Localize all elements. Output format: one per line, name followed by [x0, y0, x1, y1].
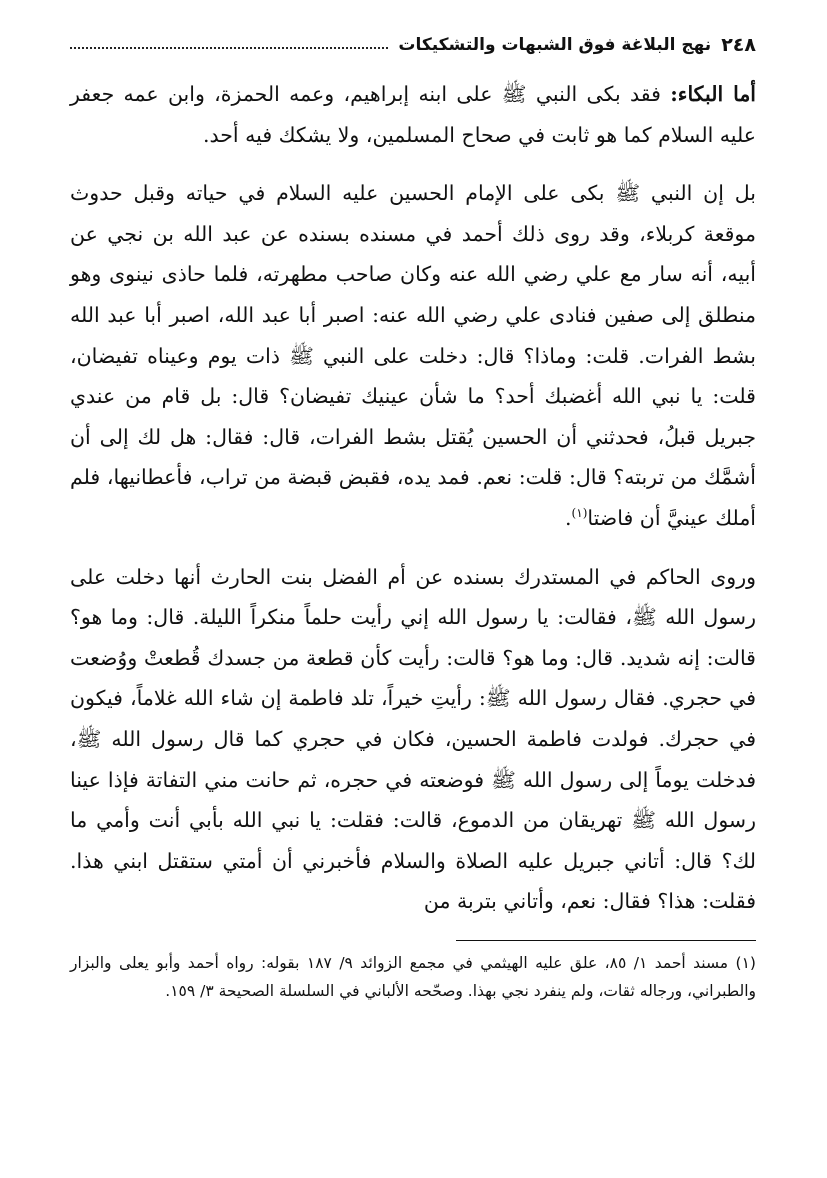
- book-page: [70, 28, 756, 1168]
- paragraph-text: وروى الحاكم في المستدرك بسنده عن أم الفضل بنت الحارث أنها دخلت على رسول الله ﷺ، فقالت: يا رسول الله إني رأيت حلماً منكراً الليلة. قال: وما هو؟ قالت: إنه شديد. قال: وما هو؟ قالت: رأيت كأن قطعة من جسدك قُطعتْ ووُضعت في حجري. فقال رسول الله ﷺ: رأيتِ خيراً، تلد فاطمة إن شاء الله غلاماً، فيكون في حجرك. فولدت فاطمة الحسين، فكان في حجري كما قال رسول الله ﷺ، فدخلت يوماً إلى رسول الله ﷺ فوضعته في حجره، ثم حانت مني التفاتة فإذا عينا رسول الله ﷺ تهريقان من الدموع، قالت: فقلت: يا نبي الله بأبي أنت وأمي ما لك؟ قال: أتاني جبريل عليه الصلاة والسلام فأخبرني أن أمتي ستقتل ابني هذا. فقلت: هذا؟ فقال: نعم، وأتاني بتربة من: [70, 564, 756, 914]
- footnote-reference[interactable]: (١): [571, 506, 588, 521]
- page-header: [70, 28, 756, 62]
- paragraph: [70, 74, 756, 155]
- footnote: (١) مسند أحمد ١/ ٨٥، علق عليه الهيثمي في مجمع الزوائد ٩/ ١٨٧ بقوله: رواه أحمد وأبو يعلى والبزار والطبراني، ورجاله ثقات، ولم ينفرد نجي بهذا. وصحّحه الألباني في السلسلة الصحيحة ٣/ ١٥٩.: [70, 953, 756, 1000]
- paragraph: [70, 557, 756, 922]
- dotted-leader: [70, 47, 388, 49]
- paragraph: [70, 173, 756, 538]
- paragraph-lead: أما البكاء:: [670, 82, 756, 106]
- footnote-separator: [456, 940, 756, 941]
- page-number: ٢٤٨: [721, 34, 756, 56]
- paragraph-text: بل إن النبي ﷺ بكى على الإمام الحسين عليه السلام في حياته وقبل حدوث موقعة كربلاء، وقد روى ذلك أحمد في مسنده بسنده عن عبد الله بن نجي عن أبيه، أنه سار مع علي رضي الله عنه وكان صاحب مطهرته، فلما حاذى نينوى وهو منطلق إلى صفين فنادى علي رضي الله عنه: اصبر أبا عبد الله، اصبر أبا عبد الله بشط الفرات. قلت: وماذا؟ قال: دخلت على النبي ﷺ ذات يوم وعيناه تفيضان، قلت: يا نبي الله أغضبك أحد؟ ما شأن عينيك تفيضان؟ قال: بل قام من عندي جبريل قبلُ، فحدثني أن الحسين يُقتل بشط الفرات، قال: فقال: هل لك إلى أن أشمَّك من تربته؟ قال: قلت: نعم. فمد يده، فقبض قبضة من تراب، فأعطانيها، فلم أملك عينيَّ أن فاضتا: [70, 181, 756, 530]
- main-text: [70, 74, 756, 922]
- running-title: نهج البلاغة فوق الشبهات والتشكيكات: [398, 35, 712, 55]
- paragraph-tail: .: [565, 505, 572, 530]
- paragraph-text: فقد بكى النبي ﷺ على ابنه إبراهيم، وعمه الحمزة، وابن عمه جعفر عليه السلام كما هو ثابت في صحاح المسلمين، ولا يشكك فيه أحد.: [70, 82, 756, 147]
